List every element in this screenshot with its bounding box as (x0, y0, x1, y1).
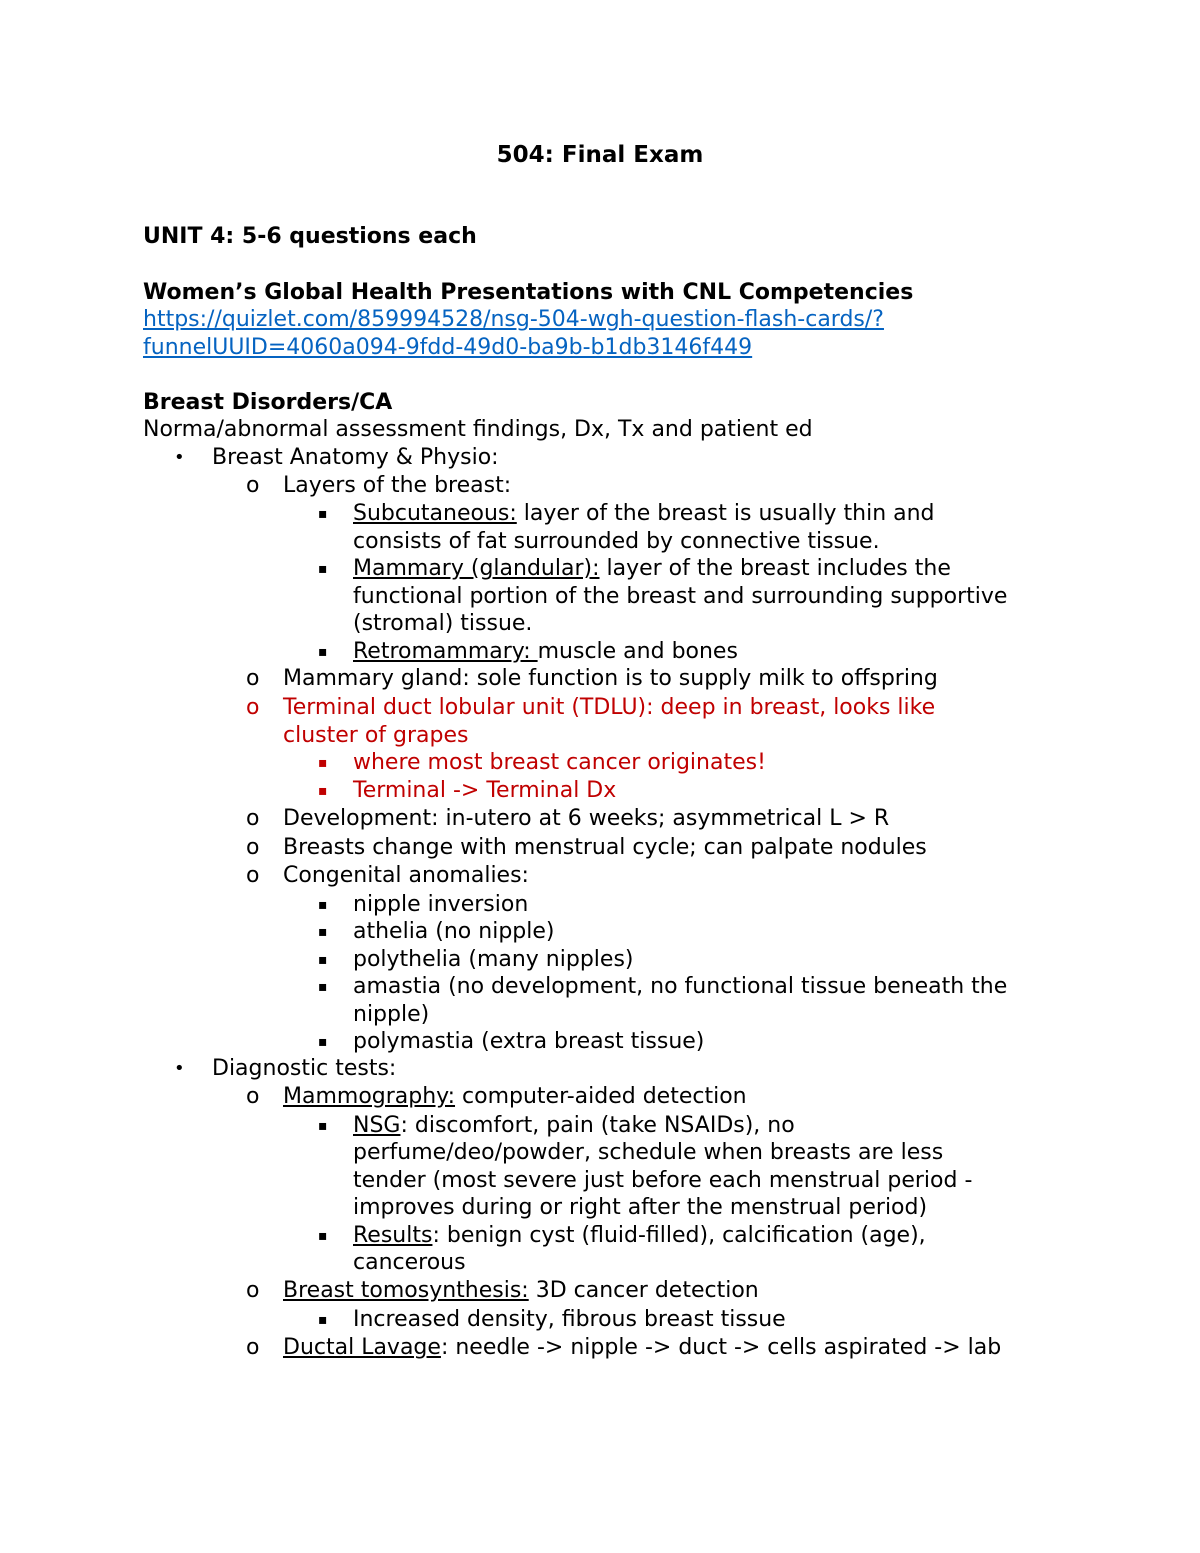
list-item-athelia: athelia (no nipple) (353, 919, 555, 944)
bullet-icon: ▪ (318, 924, 328, 940)
list-item-subcutaneous (353, 500, 935, 528)
bullet-icon: ▪ (318, 783, 328, 799)
bullet-icon: ▪ (318, 1312, 328, 1328)
text-span: : needle -> nipple -> duct -> cells aspirated -> lab (440, 1335, 1002, 1360)
bullet-icon: ▪ (318, 897, 328, 913)
list-item-polythelia: polythelia (many nipples) (353, 947, 634, 972)
bullet-icon: • (174, 447, 185, 468)
list-item-tdlu-origin: where most breast cancer originates! (353, 750, 766, 775)
bullet-icon: o (246, 1084, 260, 1109)
list-item-cycle: Breasts change with menstrual cycle; can palpate nodules (283, 835, 927, 860)
list-item-layers: Layers of the breast: (283, 473, 512, 498)
list-item-mammary (353, 555, 951, 583)
bullet-icon: o (246, 1335, 260, 1360)
list-item-nsg-cont-3: improves during or right after the menstrual period) (353, 1195, 928, 1220)
bullet-icon: o (246, 666, 260, 691)
list-item-anatomy: Breast Anatomy & Physio: (212, 445, 499, 470)
list-item-inversion: nipple inversion (353, 892, 529, 917)
bullet-icon: o (246, 863, 260, 888)
list-item-nsg-cont-1: perfume/deo/powder, schedule when breasts are less (353, 1140, 944, 1165)
term-mammary: Mammary (glandular): (353, 556, 600, 581)
bullet-icon: ▪ (318, 755, 328, 771)
list-item-retromammary (353, 638, 738, 666)
bullet-icon: o (246, 473, 260, 498)
list-item-mammary-cont-1: functional portion of the breast and surrounding supportive (353, 584, 1008, 609)
term-nsg: NSG (353, 1113, 401, 1138)
document-title: 504: Final Exam (496, 142, 704, 168)
list-item-tomosynthesis (283, 1277, 759, 1305)
bullet-icon: ▪ (318, 561, 328, 577)
term-results: Results (353, 1223, 433, 1248)
bullet-icon: ▪ (318, 952, 328, 968)
list-item-results (353, 1222, 926, 1250)
text-span: layer of the breast includes the (599, 556, 951, 581)
list-item-nsg-cont-2: tender (most severe just before each menstrual period - (353, 1168, 973, 1193)
bullet-icon: ▪ (318, 506, 328, 522)
quizlet-link-line-1[interactable]: https://quizlet.com/859994528/nsg-504-wgh-question-flash-cards/? (143, 307, 884, 332)
bullet-icon: o (246, 806, 260, 831)
term-retromammary: Retromammary: (353, 639, 538, 664)
unit-heading: UNIT 4: 5-6 questions each (143, 224, 477, 249)
text-span: 3D cancer detection (528, 1278, 759, 1303)
text-span: layer of the breast is usually thin and (516, 501, 935, 526)
list-item-tdlu: Terminal duct lobular unit (TDLU): deep in breast, looks like (283, 695, 936, 720)
quizlet-link-line-2[interactable]: funnelUUID=4060a094-9fdd-49d0-ba9b-b1db3146f449 (143, 335, 753, 360)
bullet-icon: ▪ (318, 1034, 328, 1050)
list-item-development: Development: in-utero at 6 weeks; asymmetrical L > R (283, 806, 890, 831)
list-item-subcutaneous-cont: consists of fat surrounded by connective tissue. (353, 529, 880, 554)
term-mammography: Mammography: (283, 1084, 456, 1109)
bullet-icon: o (246, 695, 260, 720)
list-item-amastia-cont: nipple) (353, 1002, 430, 1027)
section-heading-womens-health: Women’s Global Health Presentations with CNL Competencies (143, 280, 914, 305)
bullet-icon: o (246, 1278, 260, 1303)
text-span: muscle and bones (537, 639, 738, 664)
list-item-amastia: amastia (no development, no functional tissue beneath the (353, 974, 1008, 999)
term-tomosynthesis: Breast tomosynthesis: (283, 1278, 529, 1303)
list-item-nsg (353, 1112, 795, 1140)
bullet-icon: ▪ (318, 1228, 328, 1244)
text-span: : benign cyst (fluid-filled), calcification (age), (432, 1223, 926, 1248)
list-item-results-cont: cancerous (353, 1250, 466, 1275)
list-item-tdlu-cont: cluster of grapes (283, 723, 469, 748)
list-item-mammary-cont-2: (stromal) tissue. (353, 611, 533, 636)
list-item-mammography (283, 1083, 747, 1111)
list-item-density: Increased density, fibrous breast tissue (353, 1307, 786, 1332)
list-item-congenital: Congenital anomalies: (283, 863, 529, 888)
bullet-icon: • (174, 1058, 185, 1079)
text-span: : discomfort, pain (take NSAIDs), no (400, 1113, 795, 1138)
list-item-diagnostic: Diagnostic tests: (212, 1056, 397, 1081)
term-subcutaneous: Subcutaneous: (353, 501, 517, 526)
bullet-icon: ▪ (318, 979, 328, 995)
bullet-icon: ▪ (318, 1118, 328, 1134)
intro-text: Norma/abnormal assessment findings, Dx, Tx and patient ed (143, 417, 813, 442)
text-span: computer-aided detection (455, 1084, 747, 1109)
list-item-gland: Mammary gland: sole function is to supply milk to offspring (283, 666, 938, 691)
bullet-icon: ▪ (318, 644, 328, 660)
term-ductal-lavage: Ductal Lavage (283, 1335, 441, 1360)
section-heading-breast-disorders: Breast Disorders/CA (143, 390, 393, 415)
bullet-icon: o (246, 835, 260, 860)
list-item-ductal-lavage (283, 1334, 1001, 1362)
list-item-polymastia: polymastia (extra breast tissue) (353, 1029, 705, 1054)
list-item-tdlu-terminal: Terminal -> Terminal Dx (353, 778, 617, 803)
